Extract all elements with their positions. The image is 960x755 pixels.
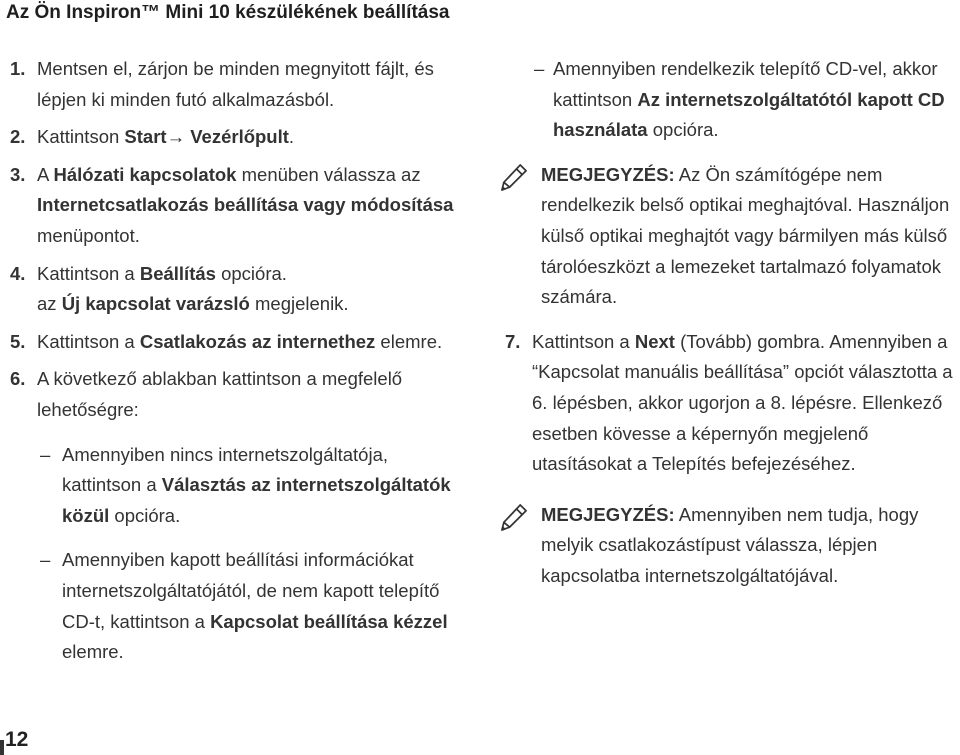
- option-text: Amennyiben kapott beállítási információkat internetszolgáltatójától, de nem kapott telepítő CD-t, kattintson a: [62, 549, 440, 632]
- step-1: [10, 54, 465, 115]
- left-column: [10, 54, 465, 668]
- arrow-icon: →: [166, 126, 186, 148]
- start-label: Start: [124, 126, 167, 148]
- note-optical-drive: [505, 160, 955, 313]
- note-text: Az Ön számítógépe nem rendelkezik belső optikai meghajtóval. Használjon külső optikai meghajtót vagy bármilyen más külső tárolóeszközt a lemezeket tartalmazó folyamatok számára.: [541, 163, 950, 308]
- step-text: az: [37, 293, 62, 315]
- right-column: [505, 54, 955, 592]
- step-text: A: [37, 163, 54, 185]
- step-text: Kattintson a: [532, 330, 635, 352]
- step-text: Kattintson: [37, 126, 125, 148]
- pencil-note-icon: [500, 164, 527, 191]
- step-6: [10, 364, 465, 425]
- step-text: A következő ablakban kattintson a megfelelő lehetőségre:: [37, 368, 403, 420]
- pencil-note-icon: [500, 504, 527, 531]
- next-button-label: Next: [634, 330, 675, 352]
- step-text: menüpontot.: [37, 224, 140, 246]
- step-number: 2.: [10, 126, 26, 148]
- footer-bar: [0, 740, 4, 755]
- choose-isp-label: Választás az internetszolgáltatók közül: [62, 474, 451, 526]
- note-text: Amennyiben nem tudja, hogy melyik csatlakozástípust válassza, lépjen kapcsolatba internetszolgáltatójával.: [541, 503, 919, 586]
- dash-bullet: –: [40, 549, 51, 571]
- option-text: opcióra.: [109, 504, 181, 526]
- step-text: opcióra.: [215, 262, 287, 284]
- option-manual-setup: [10, 545, 465, 667]
- step-text: Kattintson a: [37, 330, 140, 352]
- step-text: megjelenik.: [249, 293, 349, 315]
- step-text: menüben válassza az: [236, 163, 421, 185]
- option-cd: [505, 54, 955, 146]
- note-connection-type: [505, 500, 955, 592]
- setup-internet-label: Internetcsatlakozás beállítása vagy módosítása: [37, 194, 454, 216]
- step-text: .: [288, 126, 295, 148]
- manual-setup-label: Kapcsolat beállítása kézzel: [210, 610, 448, 632]
- step-text: elemre.: [375, 330, 443, 352]
- note-label: MEGJEGYZÉS:: [541, 163, 675, 185]
- step-2: [10, 122, 465, 153]
- step-number: 3.: [10, 163, 26, 185]
- option-text: Amennyiben nincs internetszolgáltatója, kattintson a: [62, 443, 388, 496]
- step-number: 6.: [10, 368, 26, 390]
- step-text: Mentsen el, zárjon be minden megnyitott fájlt, és lépjen ki minden futó alkalmazásból.: [37, 58, 434, 110]
- dash-bullet: –: [534, 58, 545, 79]
- step-3: [10, 160, 465, 252]
- use-isp-cd-label: Az internetszolgáltatótól kapott CD használata: [553, 88, 945, 141]
- connect-internet-label: Csatlakozás az internethez: [139, 330, 376, 352]
- note-label: MEGJEGYZÉS:: [541, 503, 675, 525]
- option-text: Amennyiben rendelkezik telepítő CD-vel, akkor kattintson: [553, 58, 938, 110]
- step-number: 1.: [10, 58, 26, 79]
- step-number: 4.: [10, 262, 26, 284]
- control-panel-label: Vezérlőpult: [185, 126, 289, 148]
- step-5: [10, 327, 465, 358]
- step-number: 7.: [505, 330, 521, 352]
- step-text: Kattintson a: [37, 262, 140, 284]
- setup-label: Beállítás: [139, 262, 216, 284]
- option-text: elemre.: [62, 641, 124, 663]
- step-7: [505, 327, 955, 480]
- network-connections-label: Hálózati kapcsolatok: [53, 163, 237, 185]
- page-header: Az Ön Inspiron™ Mini 10 készülékének beállítása: [6, 2, 450, 23]
- dash-bullet: –: [40, 443, 51, 465]
- page-number: 12: [5, 728, 29, 751]
- option-text: opcióra.: [647, 119, 719, 141]
- step-text: (Tovább) gombra. Amennyiben a “Kapcsolat manuális beállítása” opciót választotta a 6. lépésben, akkor ugorjon a 8. lépésre. Ellenkező esetben kövesse a képernyőn megjelenő utasításokat a Telepítés befejezéséhez.: [532, 330, 953, 475]
- option-no-isp: [10, 440, 465, 532]
- new-connection-wizard-label: Új kapcsolat varázsló: [61, 293, 250, 315]
- step-number: 5.: [10, 330, 26, 352]
- step-4: [10, 259, 465, 320]
